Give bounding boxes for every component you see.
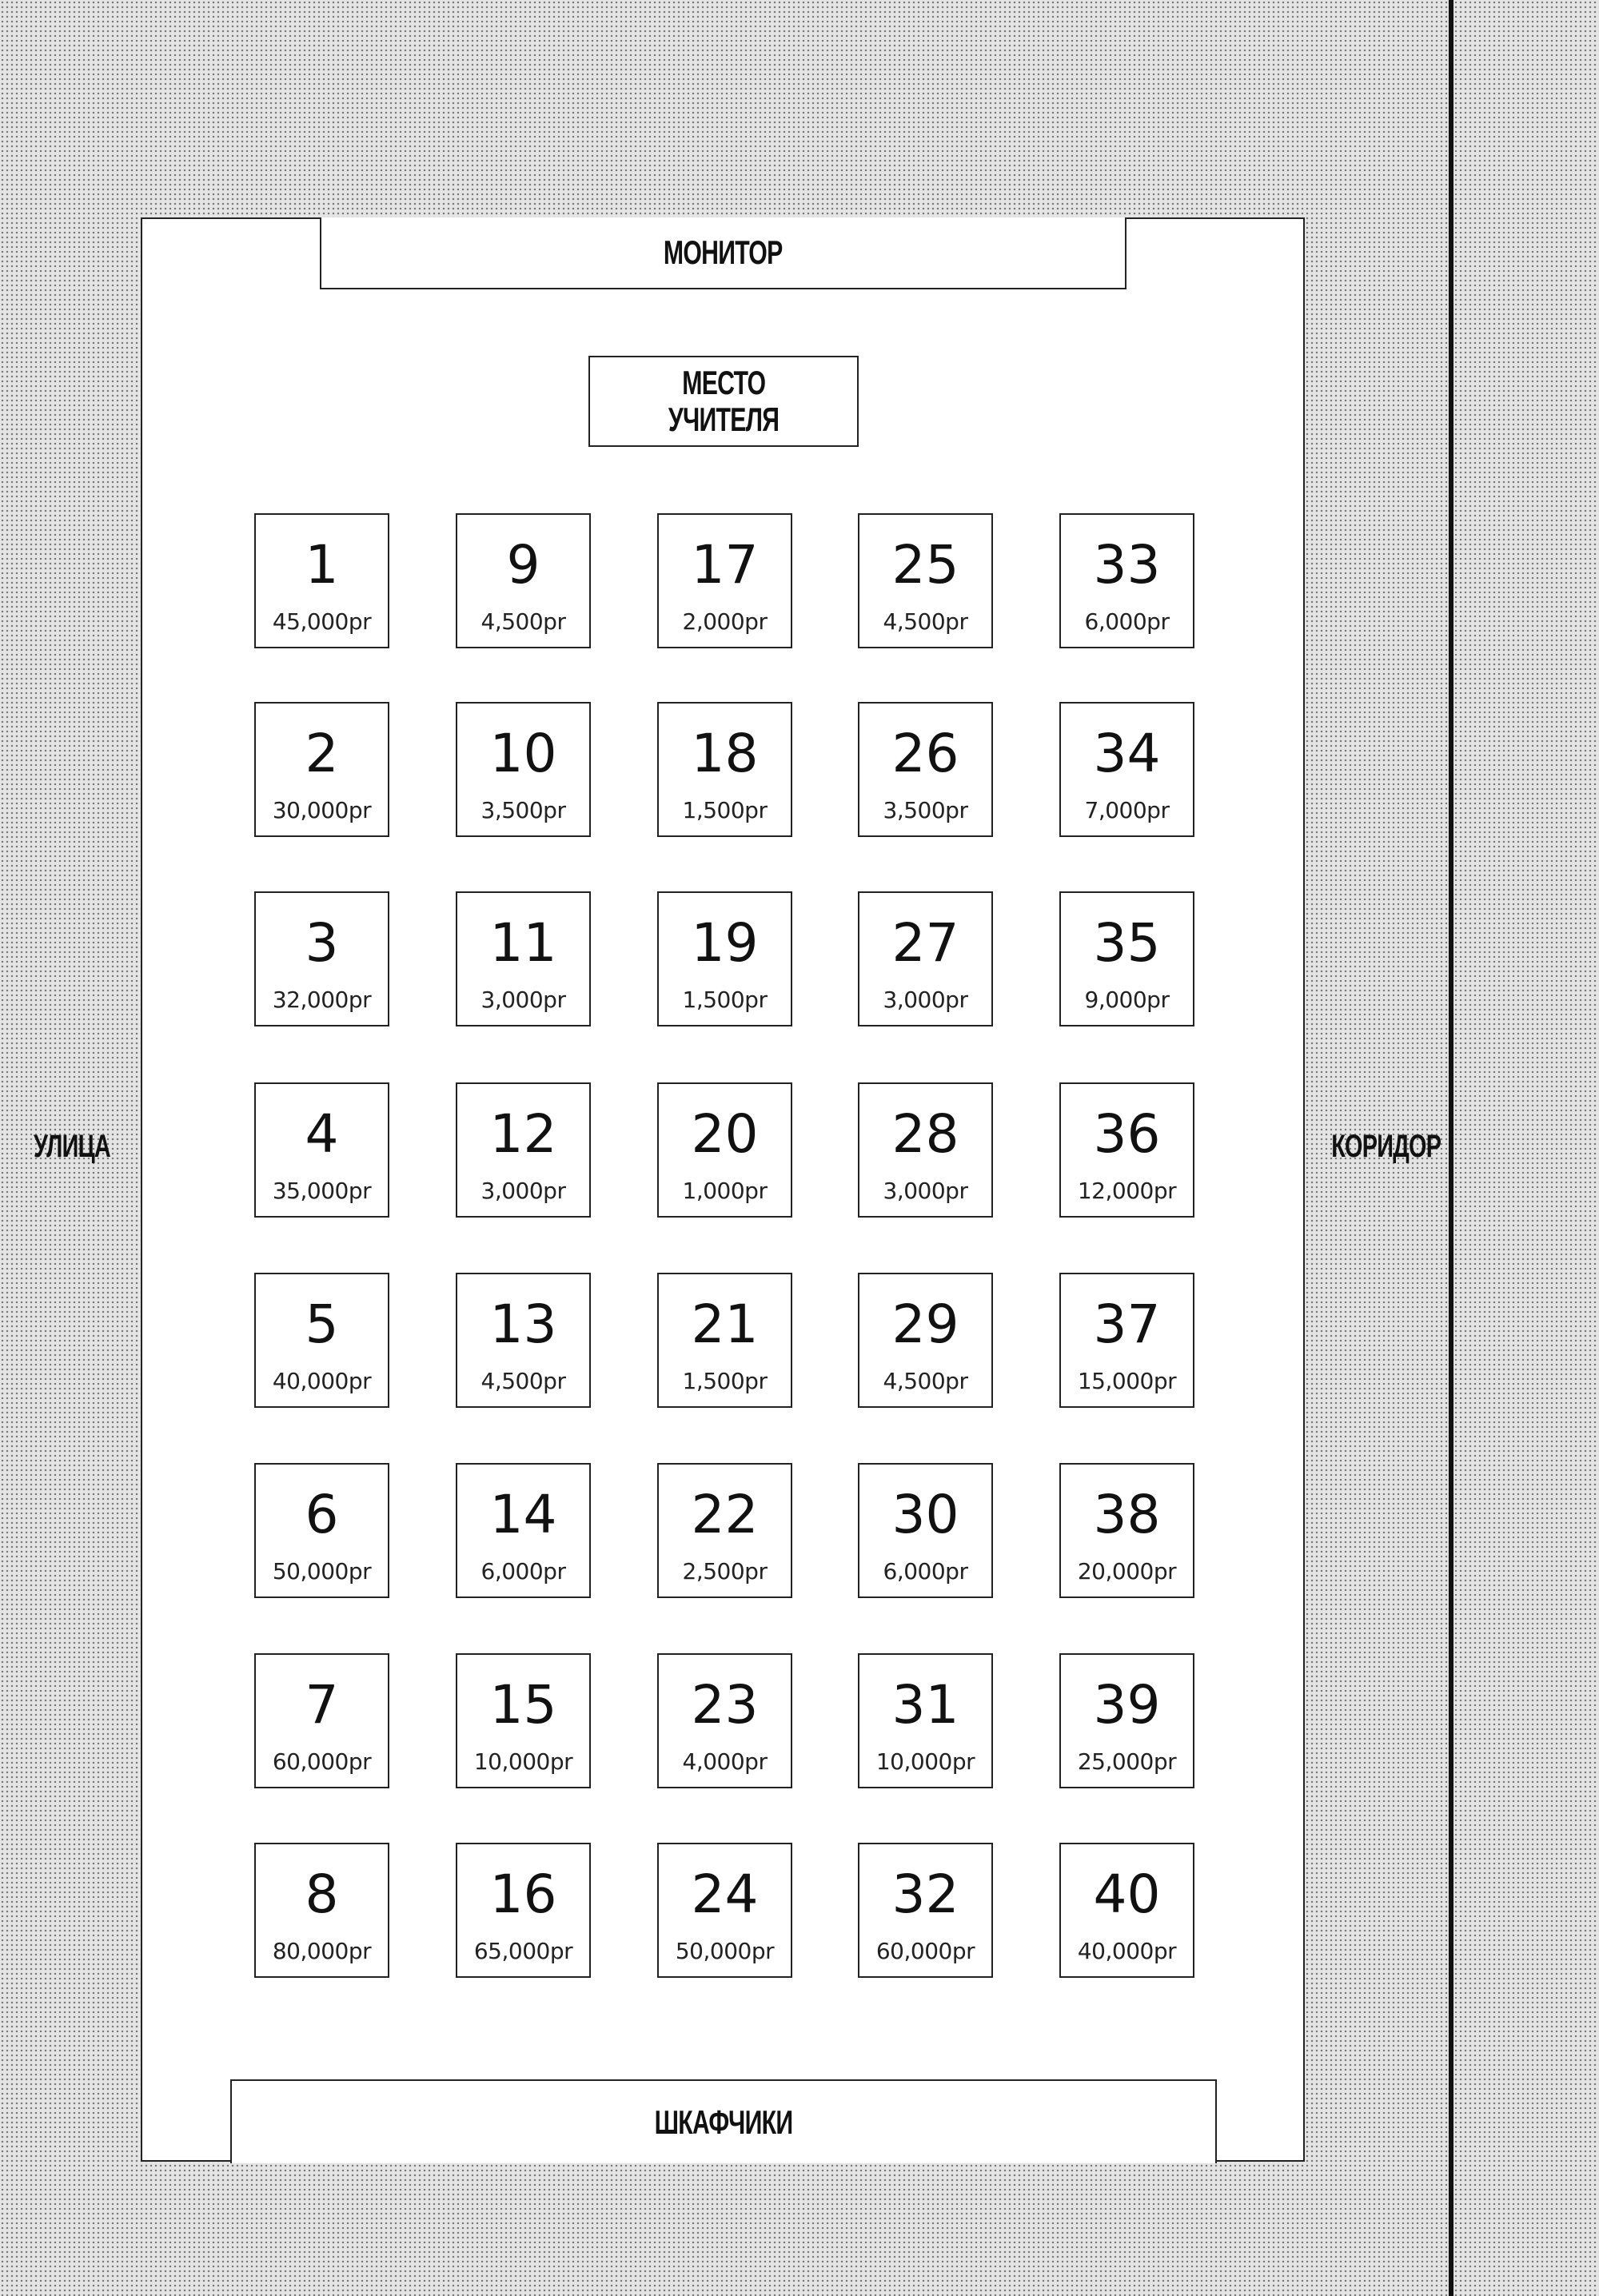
desk-price: 4,500pr <box>883 1368 968 1394</box>
student-desk[interactable] <box>1059 891 1194 1026</box>
desk-number: 11 <box>489 912 557 974</box>
desk-number: 19 <box>691 912 759 974</box>
student-desk[interactable] <box>456 513 591 648</box>
desk-price: 3,000pr <box>883 1178 968 1204</box>
desk-price: 1,500pr <box>682 987 768 1013</box>
desk-price: 10,000pr <box>875 1748 975 1775</box>
desk-number: 20 <box>691 1103 759 1165</box>
desk-number: 24 <box>691 1864 759 1925</box>
desk-number: 27 <box>891 912 959 974</box>
street-label: УЛИЦА <box>34 1129 110 1164</box>
student-desk[interactable] <box>254 1843 389 1978</box>
desk-number: 39 <box>1093 1674 1161 1736</box>
desk-number: 30 <box>891 1484 959 1545</box>
desk-number: 35 <box>1093 912 1161 974</box>
desk-price: 40,000pr <box>272 1368 372 1394</box>
desk-price: 3,000pr <box>480 987 566 1013</box>
desk-price: 20,000pr <box>1077 1558 1177 1584</box>
desk-price: 60,000pr <box>875 1938 975 1964</box>
student-desk[interactable] <box>1059 702 1194 837</box>
desk-number: 10 <box>489 723 557 784</box>
student-desk[interactable] <box>858 891 993 1026</box>
desk-price: 1,500pr <box>682 797 768 823</box>
desk-price: 30,000pr <box>272 797 372 823</box>
student-desk[interactable] <box>254 1082 389 1218</box>
desk-number: 17 <box>691 534 759 596</box>
desk-number: 23 <box>691 1674 759 1736</box>
desk-price: 3,500pr <box>883 797 968 823</box>
desk-number: 26 <box>891 723 959 784</box>
desk-number: 6 <box>305 1484 339 1545</box>
monitor-box <box>320 217 1126 289</box>
desk-price: 12,000pr <box>1077 1178 1177 1204</box>
desk-price: 4,500pr <box>480 608 566 635</box>
student-desk[interactable] <box>1059 1463 1194 1598</box>
desk-price: 50,000pr <box>272 1558 372 1584</box>
right-border-line <box>1449 0 1453 2296</box>
desk-price: 4,500pr <box>480 1368 566 1394</box>
student-desk[interactable] <box>1059 513 1194 648</box>
desk-price: 2,000pr <box>682 608 768 635</box>
teacher-desk[interactable] <box>588 356 859 447</box>
desk-price: 25,000pr <box>1077 1748 1177 1775</box>
student-desk[interactable] <box>858 1463 993 1598</box>
desk-price: 1,000pr <box>682 1178 768 1204</box>
desk-price: 3,000pr <box>480 1178 566 1204</box>
student-desk[interactable] <box>657 1463 792 1598</box>
desk-number: 4 <box>305 1103 339 1165</box>
desk-price: 6,000pr <box>480 1558 566 1584</box>
desk-number: 37 <box>1093 1293 1161 1355</box>
student-desk[interactable] <box>657 891 792 1026</box>
student-desk[interactable] <box>254 891 389 1026</box>
desk-price: 40,000pr <box>1077 1938 1177 1964</box>
student-desk[interactable] <box>1059 1843 1194 1978</box>
desk-price: 15,000pr <box>1077 1368 1177 1394</box>
desk-price: 65,000pr <box>473 1938 573 1964</box>
desk-number: 22 <box>691 1484 759 1545</box>
student-desk[interactable] <box>858 1653 993 1788</box>
desk-number: 28 <box>891 1103 959 1165</box>
student-desk[interactable] <box>657 513 792 648</box>
student-desk[interactable] <box>254 513 389 648</box>
student-desk[interactable] <box>858 702 993 837</box>
desk-price: 32,000pr <box>272 987 372 1013</box>
desk-number: 3 <box>305 912 339 974</box>
desk-number: 33 <box>1093 534 1161 596</box>
student-desk[interactable] <box>858 1082 993 1218</box>
student-desk[interactable] <box>254 1273 389 1408</box>
student-desk[interactable] <box>254 1653 389 1788</box>
desk-price: 10,000pr <box>473 1748 573 1775</box>
classroom-plan <box>141 217 1305 2162</box>
corridor-label: КОРИДОР <box>1331 1129 1441 1164</box>
desk-price: 4,000pr <box>682 1748 768 1775</box>
desk-price: 6,000pr <box>1084 608 1170 635</box>
desk-price: 4,500pr <box>883 608 968 635</box>
desk-number: 16 <box>489 1864 557 1925</box>
student-desk[interactable] <box>456 1082 591 1218</box>
desk-price: 35,000pr <box>272 1178 372 1204</box>
teacher-desk-label-line1: МЕСТО <box>681 364 766 401</box>
desk-number: 21 <box>691 1293 759 1355</box>
desk-price: 2,500pr <box>682 1558 768 1584</box>
desk-number: 8 <box>305 1864 339 1925</box>
student-desk[interactable] <box>858 1843 993 1978</box>
student-desk[interactable] <box>657 1273 792 1408</box>
student-desk[interactable] <box>456 1463 591 1598</box>
desk-number: 7 <box>305 1674 339 1736</box>
desk-number: 13 <box>489 1293 557 1355</box>
student-desk[interactable] <box>456 1843 591 1978</box>
desk-number: 15 <box>489 1674 557 1736</box>
student-desk[interactable] <box>456 702 591 837</box>
desk-number: 2 <box>305 723 339 784</box>
student-desk[interactable] <box>858 1273 993 1408</box>
desk-number: 32 <box>891 1864 959 1925</box>
desk-number: 34 <box>1093 723 1161 784</box>
desk-price: 80,000pr <box>272 1938 372 1964</box>
student-desk[interactable] <box>1059 1082 1194 1218</box>
student-desk[interactable] <box>254 1463 389 1598</box>
desk-number: 12 <box>489 1103 557 1165</box>
student-desk[interactable] <box>657 1082 792 1218</box>
desk-number: 38 <box>1093 1484 1161 1545</box>
desk-price: 60,000pr <box>272 1748 372 1775</box>
desk-number: 9 <box>506 534 540 596</box>
desk-price: 3,500pr <box>480 797 566 823</box>
desk-price: 9,000pr <box>1084 987 1170 1013</box>
desk-number: 18 <box>691 723 759 784</box>
desk-number: 29 <box>891 1293 959 1355</box>
desk-number: 5 <box>305 1293 339 1355</box>
student-desk[interactable] <box>456 1273 591 1408</box>
monitor-label: МОНИТОР <box>664 233 783 271</box>
desk-number: 36 <box>1093 1103 1161 1165</box>
lockers-box <box>230 2079 1217 2163</box>
student-desk[interactable] <box>1059 1653 1194 1788</box>
desk-price: 50,000pr <box>675 1938 775 1964</box>
desk-price: 7,000pr <box>1084 797 1170 823</box>
desk-number: 40 <box>1093 1864 1161 1925</box>
desk-price: 6,000pr <box>883 1558 968 1584</box>
desk-price: 3,000pr <box>883 987 968 1013</box>
lockers-label: ШКАФЧИКИ <box>654 2103 793 2141</box>
student-desk[interactable] <box>657 1653 792 1788</box>
right-side-label <box>1331 1129 1441 1165</box>
student-desk[interactable] <box>858 513 993 648</box>
student-desk[interactable] <box>456 1653 591 1788</box>
desk-number: 31 <box>891 1674 959 1736</box>
student-desk[interactable] <box>254 702 389 837</box>
desk-price: 45,000pr <box>272 608 372 635</box>
desk-number: 25 <box>891 534 959 596</box>
student-desk[interactable] <box>456 891 591 1026</box>
desk-price: 1,500pr <box>682 1368 768 1394</box>
student-desk[interactable] <box>1059 1273 1194 1408</box>
student-desk[interactable] <box>657 1843 792 1978</box>
student-desk[interactable] <box>657 702 792 837</box>
left-side-label <box>32 1129 113 1165</box>
teacher-desk-label-line2: УЧИТЕЛЯ <box>668 401 780 438</box>
desk-number: 1 <box>305 534 339 596</box>
desk-number: 14 <box>489 1484 557 1545</box>
